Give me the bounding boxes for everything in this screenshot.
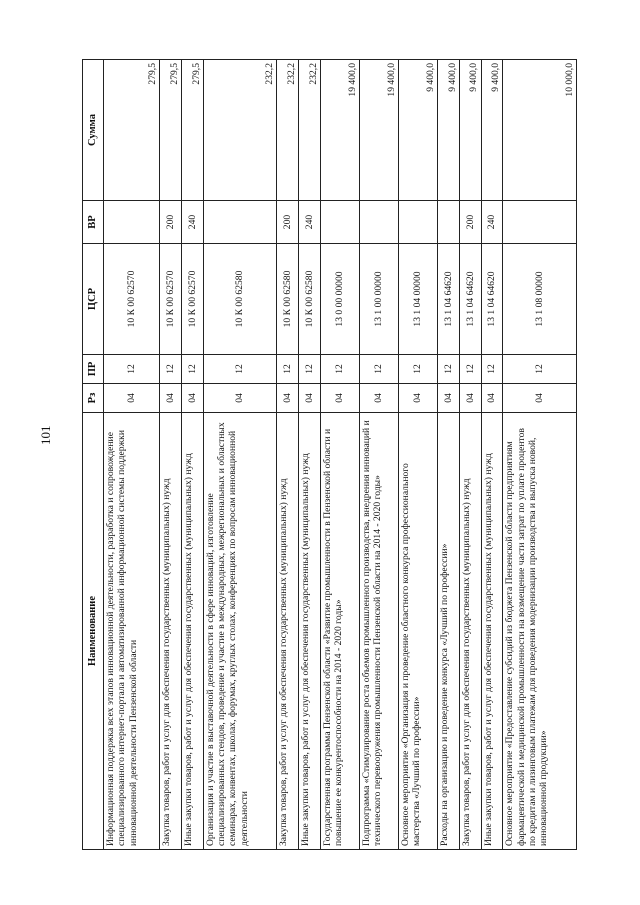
table-row <box>299 60 321 850</box>
table-row <box>481 60 503 850</box>
cell-csr: 13 1 04 64620 <box>459 244 481 355</box>
cell-pr: 12 <box>182 355 204 384</box>
cell-sum: 9 400,0 <box>438 60 460 201</box>
header-rz: Рз <box>83 384 104 413</box>
cell-vr: 240 <box>481 201 503 244</box>
table-row <box>320 60 359 850</box>
cell-pr: 12 <box>203 355 277 384</box>
cell-vr <box>438 201 460 244</box>
cell-name: Закупка товаров, работ и услуг для обеспечения государственных (муниципальных) нужд <box>160 413 182 850</box>
cell-rz: 04 <box>182 384 204 413</box>
cell-pr: 12 <box>359 355 398 384</box>
cell-vr: 240 <box>299 201 321 244</box>
cell-sum: 232,2 <box>299 60 321 201</box>
cell-vr <box>503 201 577 244</box>
header-vr: ВР <box>83 201 104 244</box>
cell-csr: 13 0 00 00000 <box>320 244 359 355</box>
header-sum: Сумма <box>83 60 104 201</box>
cell-name: Основное мероприятие «Предоставление субсидий из бюджета Пензенской области предприятиям фармацевтической и медицинской промышленности на возмещение части затрат по уплате процентов по кредитам и лизинговым платежам для проведения модернизации производства и выпуска новой, инновационной продукции» <box>503 413 577 850</box>
cell-rz: 04 <box>277 384 299 413</box>
table-row <box>160 60 182 850</box>
cell-rz: 04 <box>320 384 359 413</box>
cell-pr: 12 <box>299 355 321 384</box>
cell-rz: 04 <box>481 384 503 413</box>
cell-rz: 04 <box>503 384 577 413</box>
cell-name: Иные закупки товаров, работ и услуг для обеспечения государственных (муниципальных) нужд <box>299 413 321 850</box>
cell-name: Расходы на организацию и проведение конкурса «Лучший по профессии» <box>438 413 460 850</box>
cell-rz: 04 <box>359 384 398 413</box>
cell-name: Государственная программа Пензенской области «Развитие промышленности в Пензенской области и повышение ее конкурентоспособности на 2014 - 2020 годы» <box>320 413 359 850</box>
cell-name: Иные закупки товаров, работ и услуг для обеспечения государственных (муниципальных) нужд <box>481 413 503 850</box>
table-row <box>277 60 299 850</box>
cell-rz: 04 <box>203 384 277 413</box>
cell-csr: 13 1 00 00000 <box>359 244 398 355</box>
cell-rz: 04 <box>299 384 321 413</box>
cell-pr: 12 <box>160 355 182 384</box>
table-row <box>503 60 577 850</box>
cell-sum: 232,2 <box>203 60 277 201</box>
header-name: Наименование <box>83 413 104 850</box>
table-header-row <box>83 60 104 850</box>
cell-vr: 200 <box>160 201 182 244</box>
table-row <box>459 60 481 850</box>
cell-csr: 13 1 04 00000 <box>399 244 438 355</box>
cell-csr: 10 К 00 62580 <box>299 244 321 355</box>
cell-sum: 279,5 <box>182 60 204 201</box>
cell-pr: 12 <box>459 355 481 384</box>
cell-name: Организация и участие в выставочной деятельности в сфере инноваций, изготовление специализированных стендов, проведение и участие в международных, межрегиональных и областных семинарах, конвентах, школах, форумах, круглых столах, конференциях по вопросам инновационной деятельности <box>203 413 277 850</box>
cell-vr <box>399 201 438 244</box>
cell-csr: 10 К 00 62570 <box>182 244 204 355</box>
cell-vr: 200 <box>459 201 481 244</box>
table-row <box>438 60 460 850</box>
cell-vr <box>203 201 277 244</box>
table-row <box>399 60 438 850</box>
table-row <box>203 60 277 850</box>
table-row <box>359 60 398 850</box>
cell-pr: 12 <box>503 355 577 384</box>
budget-table <box>82 59 577 850</box>
table-row <box>182 60 204 850</box>
cell-csr: 13 1 04 64620 <box>481 244 503 355</box>
cell-name: Закупка товаров, работ и услуг для обеспечения государственных (муниципальных) нужд <box>277 413 299 850</box>
cell-pr: 12 <box>277 355 299 384</box>
cell-vr <box>359 201 398 244</box>
header-pr: ПР <box>83 355 104 384</box>
page-number: 101 <box>38 425 53 445</box>
cell-sum: 9 400,0 <box>459 60 481 201</box>
cell-sum: 279,5 <box>104 60 160 201</box>
cell-rz: 04 <box>399 384 438 413</box>
cell-sum: 279,5 <box>160 60 182 201</box>
cell-sum: 9 400,0 <box>399 60 438 201</box>
cell-pr: 12 <box>481 355 503 384</box>
cell-sum: 19 400,0 <box>320 60 359 201</box>
cell-csr: 13 1 04 64620 <box>438 244 460 355</box>
cell-pr: 12 <box>104 355 160 384</box>
cell-csr: 10 К 00 62580 <box>277 244 299 355</box>
cell-rz: 04 <box>438 384 460 413</box>
cell-vr <box>104 201 160 244</box>
budget-table-container <box>82 60 577 850</box>
cell-pr: 12 <box>438 355 460 384</box>
cell-csr: 10 К 00 62580 <box>203 244 277 355</box>
cell-csr: 10 К 00 62570 <box>160 244 182 355</box>
cell-name: Подпрограмма «Стимулирование роста объемов промышленного производства, внедрения инноваций и технического перевооружения промышленности Пензенской области на 2014 - 2020 годы» <box>359 413 398 850</box>
cell-name: Основное мероприятие «Организация и проведение областного конкурса профессионального мастерства «Лучший по профессии» <box>399 413 438 850</box>
cell-sum: 9 400,0 <box>481 60 503 201</box>
cell-csr: 10 К 00 62570 <box>104 244 160 355</box>
header-csr: ЦСР <box>83 244 104 355</box>
cell-sum: 10 000,0 <box>503 60 577 201</box>
cell-rz: 04 <box>104 384 160 413</box>
cell-rz: 04 <box>160 384 182 413</box>
cell-name: Иные закупки товаров, работ и услуг для обеспечения государственных (муниципальных) нужд <box>182 413 204 850</box>
cell-vr: 240 <box>182 201 204 244</box>
cell-sum: 232,2 <box>277 60 299 201</box>
cell-name: Информационная поддержка всех этапов инновационной деятельности, разработка и сопровождение специализированного интернет-портала и автоматизированной информационной системы поддержки инновационной деятельности Пензенской области <box>104 413 160 850</box>
cell-vr: 200 <box>277 201 299 244</box>
cell-pr: 12 <box>399 355 438 384</box>
table-row <box>104 60 160 850</box>
cell-csr: 13 1 08 00000 <box>503 244 577 355</box>
cell-pr: 12 <box>320 355 359 384</box>
cell-rz: 04 <box>459 384 481 413</box>
cell-name: Закупка товаров, работ и услуг для обеспечения государственных (муниципальных) нужд <box>459 413 481 850</box>
cell-vr <box>320 201 359 244</box>
cell-sum: 19 400,0 <box>359 60 398 201</box>
